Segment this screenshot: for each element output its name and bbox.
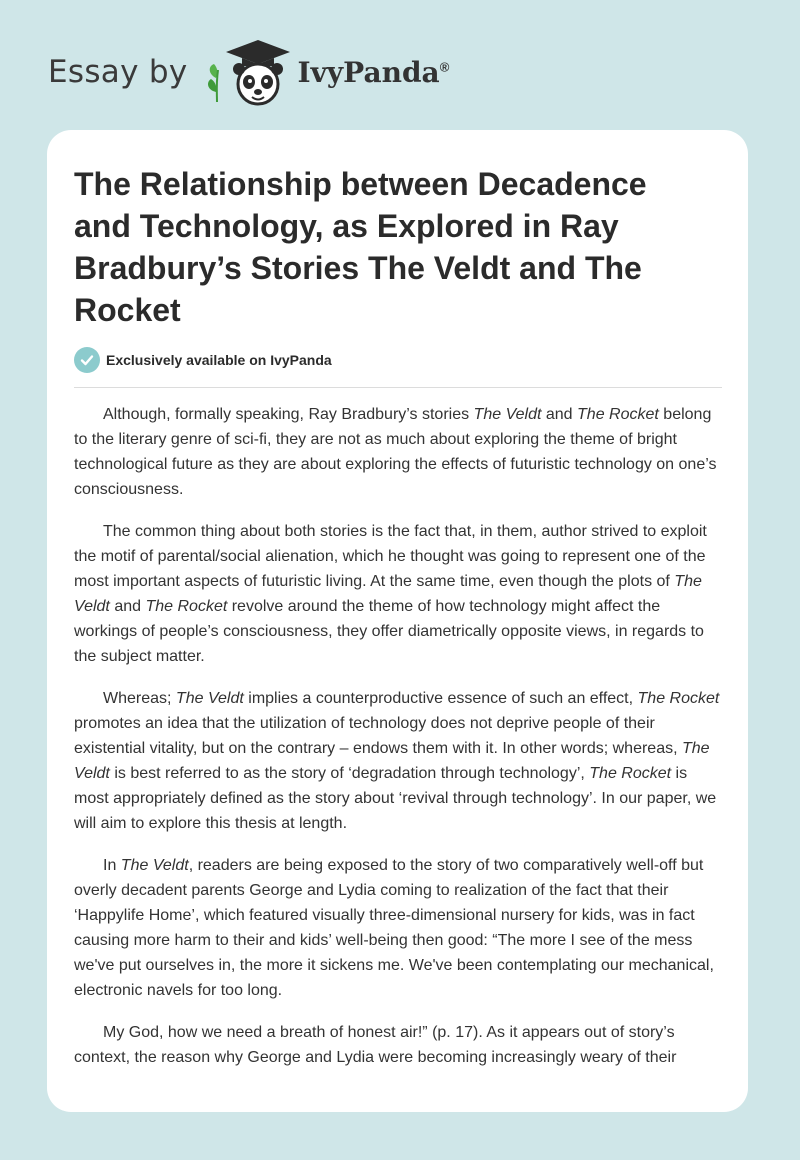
essay-title: The Relationship between Decadence and Technology, as Explored in Ray Bradbury’s Stories The Veldt and The Rocket [74,166,647,328]
paragraph-text: My God, how we need a breath of honest air!” (p. 17). As it appears out of story’s context, the reason why George and Lydia were becoming increasingly weary of their [74,1024,677,1066]
paragraph-text: and [541,406,578,423]
work-title-italic: The Rocket [589,765,672,782]
paragraph-text: implies a counterproductive essence of such an effect, [243,690,638,707]
checkmark-icon [74,347,100,373]
site-header [48,36,449,108]
essay-paragraph [74,686,724,836]
paragraph-text: is most appropriately defined as the story about ‘revival through technology’. In our paper, we will aim to explore this thesis at length. [74,765,717,832]
essay-card [47,130,748,1112]
paragraph-text: Whereas; [103,690,176,707]
work-title-italic: The Veldt [74,740,710,782]
paragraph-text: promotes an idea that the utilization of technology does not deprive people of their existential vitality, but on the contrary – endows them with it. In other words; whereas, [74,715,682,757]
availability-label: Exclusively available on IvyPanda [106,352,332,368]
work-title-italic: The Rocket [145,598,228,615]
paragraph-text: In [103,857,121,874]
essay-by-label: Essay by [48,54,188,90]
work-title-italic: The Rocket [577,406,659,423]
divider [74,387,722,388]
essay-paragraph [74,1020,724,1070]
brand-name[interactable]: IvyPanda® [297,55,450,89]
paragraph-text: The common thing about both stories is the fact that, in them, author strived to exploit the motif of parental/social alienation, which he thought was going to represent one of the most important aspects of futuristic living. At the same time, even though the plots of [74,523,707,590]
paragraph-text: , readers are being exposed to the story of two comparatively well-off but overly decadent parents George and Lydia coming to realization of the fact that their ‘Happylife Home’, which featured visually three-dimensional nursery for kids, was in fact causing more harm to their and kids’ well-being then good: “The more I see of the mess we've put ourselves in, the more it sickens me. We've been contemplating our mechanical, electronic navels for too long. [74,857,714,999]
essay-paragraph [74,519,724,669]
paragraph-text: is best referred to as the story of ‘degradation through technology’, [109,765,590,782]
essay-body [74,402,724,1087]
paragraph-text: belong to the literary genre of sci-fi, they are not as much about exploring the theme of bright technological future as they are about exploring the effects of futuristic technology on one’s consciousness. [74,406,717,498]
work-title-italic: The Rocket [637,690,720,707]
availability-badge [74,346,332,374]
essay-paragraph [74,853,724,1003]
paragraph-text: and [109,598,146,615]
work-title-italic: The Veldt [120,857,189,874]
paragraph-text: Although, formally speaking, Ray Bradbury’s stories [103,406,474,423]
work-title-italic: The Veldt [175,690,244,707]
work-title-italic: The Veldt [74,573,702,615]
ivypanda-logo-icon[interactable] [202,36,298,108]
registered-mark: ® [439,59,450,75]
essay-paragraph [74,402,724,502]
paragraph-text: revolve around the theme of how technology might affect the workings of people’s consciousness, they offer diametrically opposite views, in regards to the subject matter. [74,598,704,665]
work-title-italic: The Veldt [473,406,542,423]
